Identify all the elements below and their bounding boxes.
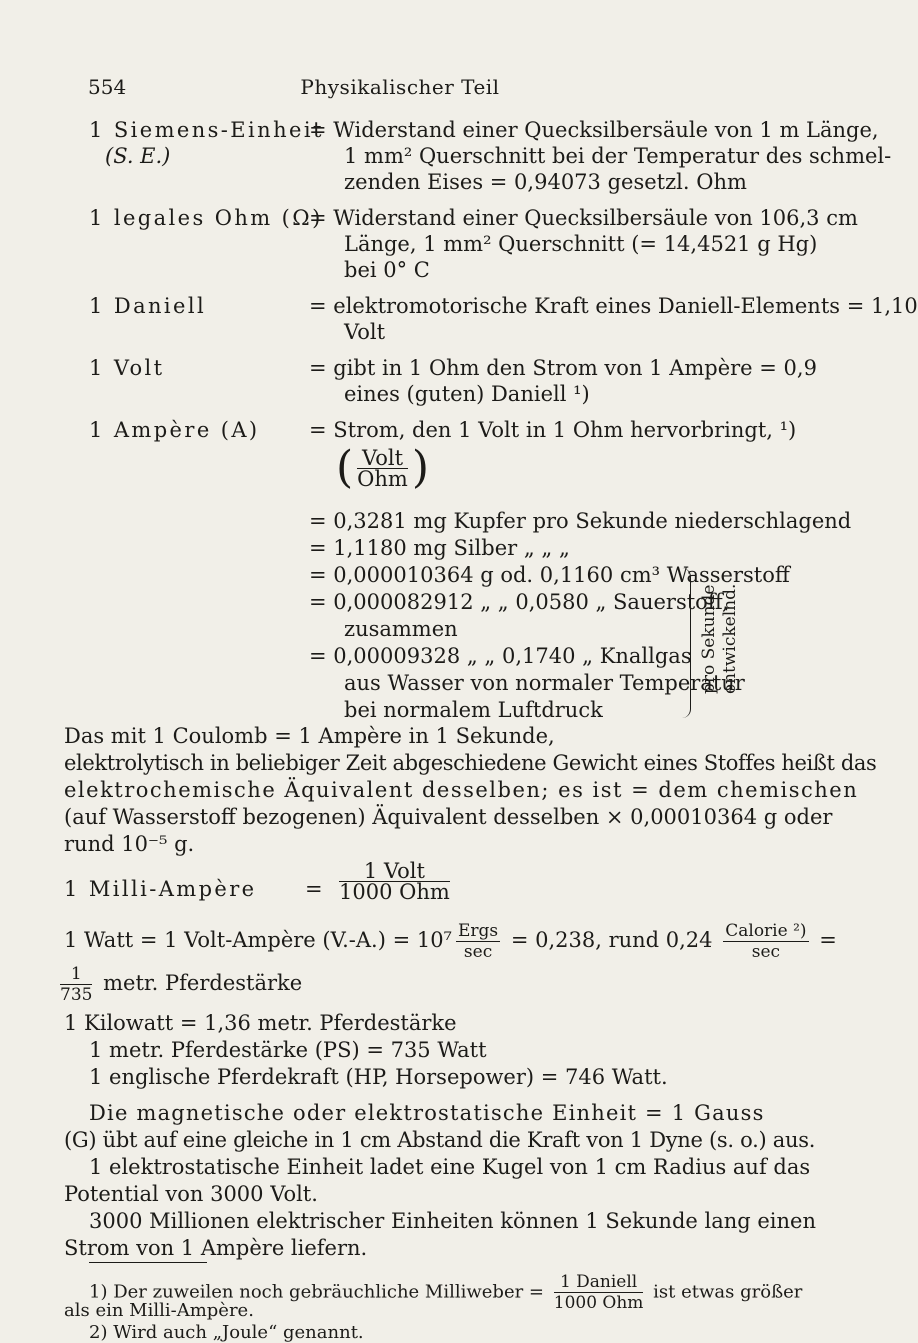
hp-numerator: 1	[60, 964, 92, 985]
ampere-eq-water: aus Wasser von normaler Temperatur	[344, 671, 745, 695]
footnote-1-denominator: 1000 Ohm	[553, 1293, 644, 1313]
ampere-eq-copper: = 0,3281 mg Kupfer pro Sekunde niederschlagend	[309, 509, 852, 533]
side-label-line-1: pro Sekunde	[699, 584, 719, 694]
ampere-eq-pressure: bei normalem Luftdruck	[344, 698, 603, 722]
page-header-title: Physikalischer Teil	[300, 75, 500, 99]
def-siemens-line-2: 1 mm² Querschnitt bei der Temperatur des schmel-	[344, 144, 892, 168]
term-milli-ampere: 1 Milli-Ampère	[64, 877, 257, 901]
def-ampere-line-1: = Strom, den 1 Volt in 1 Ohm hervorbringt, ¹)	[309, 418, 797, 442]
term-volt: 1 Volt	[89, 356, 165, 380]
ergs-denominator: sec	[463, 942, 493, 962]
def-ohm-line-1: = Widerstand einer Quecksilbersäule von 106,3 cm	[309, 206, 858, 230]
watt-lead: 1 Watt = 1 Volt-Ampère (V.-A.) = 10⁷	[64, 928, 452, 952]
gauss-line-1: Die magnetische oder elektrostatische Einheit = 1 Gauss	[89, 1101, 765, 1125]
def-daniell-line-1: = elektromotorische Kraft eines Daniell-Elements = 1,10	[309, 294, 918, 318]
def-ohm-line-2: Länge, 1 mm² Querschnitt (= 14,4521 g Hg)	[344, 232, 818, 256]
footnote-1-text: 1) Der zuweilen noch gebräuchliche Milliweber =	[89, 1281, 545, 1303]
watt-definition	[64, 921, 837, 962]
term-siemens-abbr: (S. E.)	[105, 144, 171, 168]
ampere-eq-knallgas: = 0,00009328 „ „ 0,1740 „ Knallgas	[309, 644, 692, 668]
ampere-fraction: ( $\frac{\text{Volt}}{\text{Ohm}}$ )	[336, 442, 429, 493]
hp-english-line: 1 englische Pferdekraft (HP, Horsepower) = 746 Watt.	[89, 1065, 668, 1089]
gauss-line-4: Potential von 3000 Volt.	[64, 1182, 318, 1206]
footnote-rule	[89, 1262, 207, 1263]
gauss-line-2: (G) übt auf eine gleiche in 1 cm Abstand die Kraft von 1 Dyne (s. o.) aus.	[64, 1128, 816, 1152]
kilowatt-line: 1 Kilowatt = 1,36 metr. Pferdestärke	[64, 1011, 457, 1035]
watt-horsepower	[60, 964, 302, 1005]
ampere-eq-hydrogen: = 0,000010364 g od. 0,1160 cm³ Wasserstoff	[309, 563, 790, 587]
ps-line: 1 metr. Pferdestärke (PS) = 735 Watt	[89, 1038, 487, 1062]
ergs-numerator: Ergs	[457, 921, 499, 941]
hp-label: metr. Pferdestärke	[103, 971, 303, 995]
gauss-line-5: 3000 Millionen elektrischer Einheiten können 1 Sekunde lang einen	[89, 1209, 817, 1233]
right-brace	[682, 568, 691, 718]
hp-denominator: 735	[60, 985, 93, 1005]
watt-mid: = 0,238, rund 0,24	[510, 928, 713, 952]
gauss-line-3: 1 elektrostatische Einheit ladet eine Kugel von 1 cm Radius auf das	[89, 1155, 811, 1179]
def-ohm-line-3: bei 0° C	[344, 258, 430, 282]
def-volt-line-1: = gibt in 1 Ohm den Strom von 1 Ampère = 0,9	[309, 356, 817, 380]
calorie-numerator: Calorie ²)	[725, 921, 807, 941]
watt-tail: =	[819, 928, 837, 952]
coulomb-line-1: Das mit 1 Coulomb = 1 Ampère in 1 Sekunde,	[64, 724, 555, 748]
calorie-denominator: sec	[751, 942, 781, 962]
footnote-1-tail: ist etwas größer	[653, 1281, 803, 1303]
footnote-2: 2) Wird auch „Joule“ genannt.	[89, 1322, 364, 1343]
footnote-1-numerator: 1 Daniell	[554, 1272, 644, 1293]
fraction-denominator: Ohm	[357, 466, 408, 491]
coulomb-line-5: rund 10⁻⁵ g.	[64, 832, 195, 856]
term-legal-ohm: 1 legales Ohm (Ω)	[89, 206, 323, 230]
coulomb-line-4: (auf Wasserstoff bezogenen) Äquivalent desselben ⨯ 0,00010364 g oder	[64, 805, 833, 829]
ampere-eq-together: zusammen	[344, 617, 458, 641]
milli-eq-sign: =	[305, 877, 323, 901]
footnote-1-cont: als ein Milli-Ampère.	[64, 1300, 254, 1321]
term-daniell: 1 Daniell	[89, 294, 207, 318]
def-volt-line-2: eines (guten) Daniell ¹)	[344, 382, 590, 406]
milli-denominator: 1000 Ohm	[339, 880, 450, 904]
term-ampere: 1 Ampère (A)	[89, 418, 260, 442]
gauss-line-6: Strom von 1 Ampère liefern.	[64, 1236, 368, 1260]
ampere-eq-oxygen: = 0,000082912 „ „ 0,0580 „ Sauerstoff,	[309, 590, 729, 614]
coulomb-line-3: elektrochemische Äquivalent desselben; es ist = dem chemischen	[64, 778, 859, 802]
def-daniell-line-2: Volt	[344, 320, 386, 344]
milli-numerator: 1 Volt	[339, 861, 450, 882]
ampere-eq-silver: = 1,1180 mg Silber „ „ „	[309, 536, 570, 560]
side-label-line-2: entwickelnd.	[720, 583, 740, 694]
fraction-numerator: Volt	[357, 448, 408, 469]
def-siemens-line-3: zenden Eises = 0,94073 gesetzl. Ohm	[344, 170, 747, 194]
def-siemens-line-1: = Widerstand einer Quecksilbersäule von 1 m Länge,	[309, 118, 879, 142]
term-siemens: 1 Siemens-Einheit	[89, 118, 324, 142]
coulomb-line-2: elektrolytisch in beliebiger Zeit abgeschiedene Gewicht eines Stoffes heißt das	[64, 751, 877, 775]
page-number: 554	[88, 75, 127, 99]
